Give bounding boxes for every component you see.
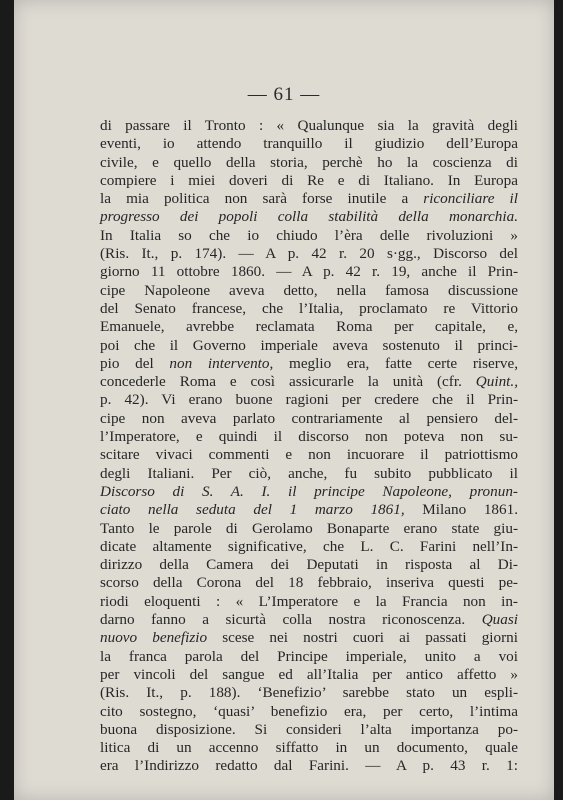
- text-run: Milano 1861.: [404, 501, 519, 519]
- text-run: l’Imperatore, e quindi il discorso non poteva non su-: [100, 428, 518, 446]
- text-line: [100, 538, 518, 556]
- text-line: [100, 227, 518, 245]
- text-line: [100, 629, 518, 647]
- page-number: — 61 —: [247, 84, 321, 105]
- text-line: [100, 574, 518, 592]
- text-run: Emanuele, avrebbe reclamata Roma per capitale, e,: [100, 318, 518, 336]
- italic-text: non intervento,: [169, 354, 274, 372]
- text-line: [100, 318, 518, 336]
- text-line: [100, 465, 518, 483]
- text-run: di passare il Tronto : « Qualunque sia la gravità degli: [100, 117, 518, 134]
- text-run: era l’Indirizzo redatto dal Farini. — A p. 43 r. 1:: [100, 757, 518, 775]
- text-run: degli Italiani. Per ciò, anche, fu subito pubblicato il: [100, 464, 518, 482]
- text-line: [100, 648, 518, 666]
- text-run: litica di un accenno siffatto in un documento, quale: [100, 739, 518, 757]
- text-line: [100, 245, 518, 263]
- text-run: Tanto le parole di Gerolamo Bonaparte erano state giu-: [100, 519, 518, 537]
- text-line: [100, 611, 518, 629]
- text-run: (Ris. It., p. 174). — A p. 42 r. 20 s·gg., Discorso del: [100, 245, 518, 263]
- text-line: [100, 117, 518, 135]
- text-run: compiere i miei doveri di Re e di Italiano. In Europa: [100, 171, 518, 189]
- text-run: riodi eloquenti : « L’Imperatore e la Francia non in-: [100, 592, 518, 610]
- text-line: [100, 739, 518, 757]
- italic-text: Quasi: [481, 611, 518, 629]
- text-line: [100, 172, 518, 190]
- text-line: [100, 135, 518, 153]
- text-line: [100, 703, 518, 721]
- text-line: [100, 721, 518, 739]
- italic-text: Quint.,: [475, 373, 518, 391]
- text-run: buona disposizione. Si consideri l’alta importanza po-: [100, 720, 518, 738]
- text-line: [100, 428, 518, 446]
- text-run: cipe Napoleone aveva detto, nella famosa discussione: [100, 281, 518, 299]
- text-run: cipe non aveva parlato contrariamente al pensiero del-: [100, 409, 518, 427]
- text-run: p. 42). Vi erano buone ragioni per credere che il Prin-: [100, 391, 518, 409]
- text-line: [100, 684, 518, 702]
- text-line: [100, 208, 518, 226]
- text-line: [100, 337, 518, 355]
- text-line: [100, 154, 518, 172]
- text-line: [100, 501, 518, 519]
- text-line: [100, 410, 518, 428]
- text-run: pio del: [100, 354, 170, 372]
- text-line: [100, 263, 518, 281]
- text-run: dirizzo della Camera dei Deputati in risposta al Di-: [100, 556, 518, 574]
- text-run: cito sostegno, ‘quasi’ benefizio era, per certo, l’intima: [100, 702, 518, 720]
- body-text: [100, 117, 518, 776]
- text-line: [100, 355, 518, 373]
- text-line: [100, 556, 518, 574]
- text-line: [100, 190, 518, 208]
- text-run: dicate altamente significative, che L. C. Farini nell’In-: [100, 537, 518, 555]
- text-line: [100, 282, 518, 300]
- text-line: [100, 446, 518, 464]
- text-line: [100, 593, 518, 611]
- text-run: poi che il Governo imperiale aveva sostenuto il princi-: [100, 336, 518, 354]
- text-run: la mia politica non sarà forse inutile a: [100, 190, 424, 208]
- italic-text: progresso dei popoli colla stabilità della monarchia.: [100, 208, 518, 226]
- book-page: [14, 0, 554, 800]
- italic-text: ciato nella seduta del 1 marzo 1861,: [100, 501, 405, 519]
- text-run: civile, e quello della storia, perchè ho la coscienza di: [100, 153, 518, 171]
- text-run: (Ris. It., p. 188). ‘Benefizio’ sarebbe stato un espli-: [100, 684, 518, 702]
- text-run: per vincoli del sangue ed all’Italia per antico affetto »: [100, 665, 518, 683]
- text-run: scese nei nostri cuori ai passati giorni: [207, 629, 518, 647]
- italic-text: nuovo benefizio: [100, 629, 208, 647]
- text-line: [100, 391, 518, 409]
- text-run: giorno 11 ottobre 1860. — A p. 42 r. 19, anche il Prin-: [100, 263, 518, 281]
- text-line: [100, 300, 518, 318]
- text-run: scitare vivaci commenti e non incuorare il patriottismo: [100, 446, 518, 464]
- text-run: In Italia so che io chiudo l’èra delle rivoluzioni »: [100, 226, 518, 244]
- italic-text: Discorso di S. A. I. il principe Napoleone, pronun-: [100, 482, 518, 500]
- text-run: del Senato francese, che l’Italia, proclamato re Vittorio: [100, 299, 518, 317]
- text-run: meglio era, fatte certe riserve,: [273, 354, 518, 372]
- text-line: [100, 757, 518, 775]
- text-line: [100, 483, 518, 501]
- text-line: [100, 373, 518, 391]
- text-run: concederle Roma e così assicurarle la unità (cfr.: [100, 373, 476, 391]
- text-run: eventi, io attendo tranquillo il giudizio dell’Europa: [100, 135, 518, 153]
- text-run: scorso della Corona del 18 febbraio, inseriva questi pe-: [100, 574, 518, 592]
- text-line: [100, 666, 518, 684]
- italic-text: riconciliare il: [423, 190, 518, 208]
- text-line: [100, 520, 518, 538]
- text-run: darno fanno a sicurtà colla nostra riconoscenza.: [100, 611, 482, 629]
- text-run: la franca parola del Principe imperiale, unito a voi: [100, 647, 518, 665]
